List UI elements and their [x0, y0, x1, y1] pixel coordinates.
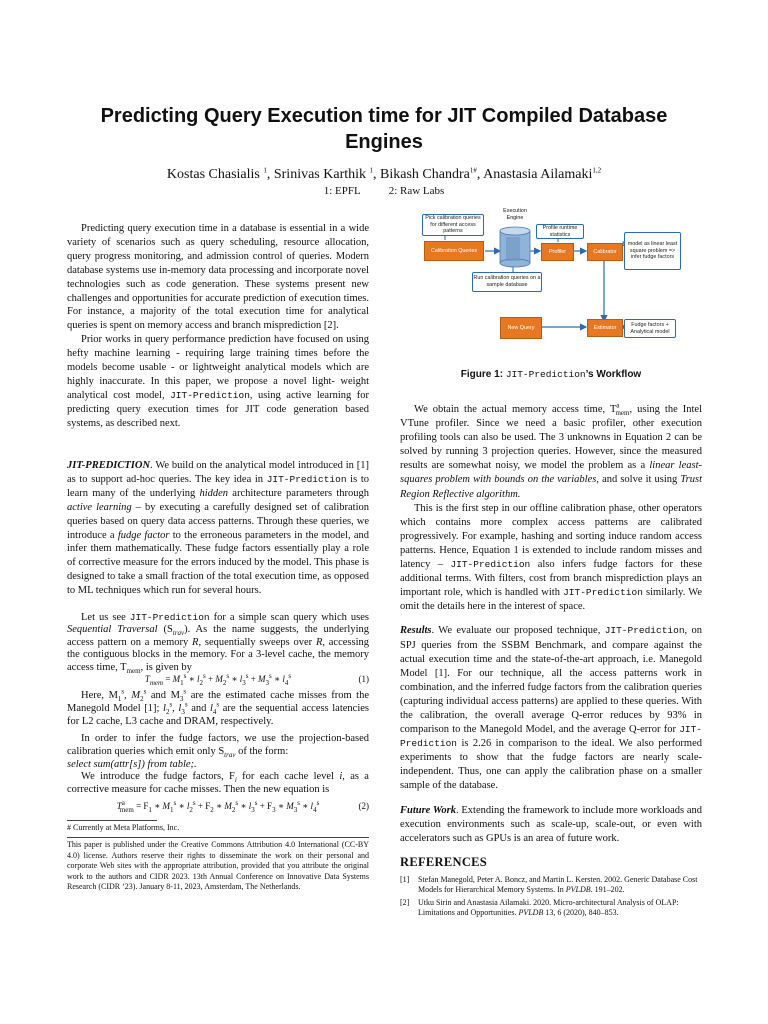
right-column-text: [400, 403, 702, 846]
jit-paragraph: JIT-PREDICTION. We build on the analytical model introduced in [1] as to support ad-hoc queries. The key idea in JIT-Prediction is to learn many of the underlying hidden architecture parameters through active learning – by executing a carefully designed set of calibration queries based on query data access patterns. Through these queries, we introduce a fudge factor to the erroneous parameters in the model, and infer them mathematically. These fudge factors essentially play a role of corrective measure for the errors induced by the model. This phase is designed to take a small fraction of the total execution time, as opposed to ML techniques which run for several hours.: [67, 460, 369, 597]
results-paragraph: Results. We evaluate our proposed technique, JIT-Prediction, on SPJ queries from the SSBM Benchmark, and compare against the actual execution time and the state-of-the-art approach, i.e. Manegold Model [1]. For our technique, all the access patterns work in combination, and the inferred fudge factors from the calibration queries (capturing individual access patterns) are applied to these queries. With the calibration, the overall average Q-error reduces by 93% in comparison to the Manegold Model, and the average Q-error for JIT-Prediction is 2.26 in comparison to the ideal. We also performed experiments to show that the fudge factors are nearly scale-independent. Thus, one can apply the calibration phase on a smaller sample of the database.: [400, 625, 703, 792]
intro-paragraph-2: Prior works in query performance prediction have focused on using hefty machine learning - requiring large training times before the models become usable - or lightweight analytical models which are highly inaccurate. In this paper, we propose a novel light- weight analytical cost model, JIT-Prediction, using active learning for predicting query execution times for JIT code generation based systems, as described next.: [67, 334, 369, 429]
intro-section: [67, 222, 369, 431]
author-list: Kostas Chasialis $^1$, Srinivas Karthik $^1$, Bikash Chandra$^{1\#}$, Anastasia Ailamaki$^{1,2}$: [166, 166, 602, 182]
database-icon: [500, 227, 530, 267]
author: Kostas Chasialis: [166, 167, 260, 182]
model-box: model as linear least square problem => infer fudge factors: [624, 232, 681, 270]
calibration-queries-box: Calibration Queries: [424, 241, 484, 261]
equation-number: (2): [358, 801, 369, 811]
references-heading: REFERENCES: [400, 855, 488, 869]
pick-calibration-box: Pick calibration queries for different access patterns: [422, 214, 484, 236]
references-list: [400, 875, 702, 919]
calibration-paragraph: This is the first step in our offline calibration phase, other operators which contains more complex access patterns are calibrated progressively. For example, hashing and sorting induce random access patterns. Hence, Equation 1 is extended to include random misses and latency – JIT-Prediction also infers fudge factors for these additional terms. With filters, cost from branch misprediction plays an important role, which is handled with JIT-Prediction similarly. We omit the details here in the interest of space.: [400, 502, 702, 613]
calibration-query: select sum(attr[s]) from table;.: [67, 758, 197, 770]
equation-2: $T^a_{mem} = F_1$ ∗ $M_1^s$ ∗ $l_2^s + F_2$ ∗ $M_2^s$ ∗ $l_3^s + F_3$ ∗ $M_3^s$ ∗ $l_4^s$ (2): [116, 799, 369, 814]
fudge-factors-box: Fudge factors + Analytical model: [624, 319, 676, 338]
infer-paragraph: In order to infer the fudge factors, we use the projection-based calibration queries which emit only $S_{trav}$ of the form: select sum(attr[s]) from table;. We introduce the fudge factors, $F_i$ for each cache level i, as a corrective measure for cache misses. Then the new equation is: [67, 733, 369, 796]
calibrator-box: Calibrator: [587, 243, 623, 261]
profile-runtime-box: Profile runtime statistics: [536, 224, 584, 239]
license-notice: This paper is published under the Creative Commons Attribution 4.0 International (CC-BY 4.0) license. Authors reserve their rights to disseminate the work on their personal and corporate Web sites with the appropriate attribution, provided that you attribute the original work to the authors and CIDR 2023. 13th Annual Conference on Innovative Data Systems Research (CIDR ‘23). January 8-11, 2023, Amsterdam, The Netherlands.: [67, 840, 369, 892]
execution-engine-label: Execution Engine: [503, 208, 527, 221]
affiliation: 2: Raw Labs: [388, 185, 445, 197]
estimator-box: Estimator: [587, 319, 623, 337]
figure-caption: Figure 1: JIT-Prediction’s Workflow: [460, 369, 642, 380]
equation-1: $T_{mem} = M_1^s$ ∗ $l_2^s + M_2^s$ ∗ $l_3^s + M_3^s$ ∗ $l_4^s$ (1): [144, 672, 369, 687]
affiliation: 1: EPFL: [323, 185, 361, 197]
here-paragraph: Here, $M_1^s$, $M_2^s$ and $M_3^s$ are the estimated cache misses from the Manegold Model [1]; $l_2^s$, $l_3^s$ and $l_4^s$ are the sequential access latencies for L2 cache, L3 cache and DRAM, respectively.: [67, 687, 370, 727]
reference-item: [1] Stefan Manegold, Peter A. Boncz, and Martin L. Kersten. 2002. Generic Database Cost Models for Hierarchical Memory Systems. In PVLDB. 191–202.: [400, 875, 698, 895]
jit-prediction-section: [67, 459, 369, 598]
footnote: # Currently at Meta Platforms, Inc.: [67, 823, 180, 832]
run-calibration-box: Run calibration queries on a sample database: [472, 272, 542, 292]
author: Anastasia Ailamaki: [483, 167, 593, 182]
equation-number: (1): [358, 674, 369, 684]
workflow-diagram: [400, 205, 702, 355]
future-work-paragraph: Future Work. Extending the framework to include more workloads and execution environments such as scale-up, scale-out, or even with accelerators such as GPUs is an area of future work.: [400, 804, 702, 844]
affiliations: [60, 184, 708, 198]
vtune-paragraph: We obtain the actual memory access time, $T^a_{mem}$, using the Intel VTune profiler. Since we need a basic profiler, other execution profiling tools can also be used. The 3 unknowns in Equation 2 can be solved by running 3 projection queries. However, since the measured results are somewhat noisy, we model the problem as a linear least-squares problem with bounds on the variables, and solve it using Trust Region Reflective algorithm.: [400, 401, 703, 500]
scan-section: [67, 612, 369, 674]
new-query-box: New Query: [500, 317, 542, 339]
profiler-box: Profiler: [541, 243, 574, 261]
section-heading: Results: [400, 625, 432, 637]
paper-title: Predicting Query Execution time for JIT Compiled Database Engines: [100, 105, 668, 153]
section-heading: Future Work: [400, 804, 457, 816]
footnote-divider: [67, 820, 157, 821]
intro-paragraph-1: Predicting query execution time in a database is essential in a wide variety of scenarios such as query scheduling, resource allocation, query progress monitoring, and admission control of queries. Modern database systems use in-memory data processing and incorporate novel technologies such as code generation. These systems present new challenges and opportunities for accurate prediction of execution times. For instance, a majority of the total execution time for analytical queries is spent on memory access and branch misprediction [2].: [67, 223, 369, 332]
scan-paragraph: Let us see JIT-Prediction for a simple scan query which uses Sequential Traversal $(S_{trav})$. As the name suggests, the underlying access pattern on a memory R, sequentially sweeps over R, accessing the contiguous blocks in the memory. For a 3-level cache, the memory access time, $T_{mem}$, is given by: [67, 612, 369, 675]
reference-item: [2] Utku Sirin and Anastasia Ailamaki. 2020. Micro-architectural Analysis of OLAP: Limitations and Opportunities. PVLDB 13, 6 (2020), 840–853.: [400, 897, 679, 918]
author: Bikash Chandra: [380, 167, 470, 182]
author: Srinivas Karthik: [273, 167, 367, 182]
license-divider: [67, 837, 369, 838]
section-heading: JIT-PREDICTION: [67, 460, 151, 471]
